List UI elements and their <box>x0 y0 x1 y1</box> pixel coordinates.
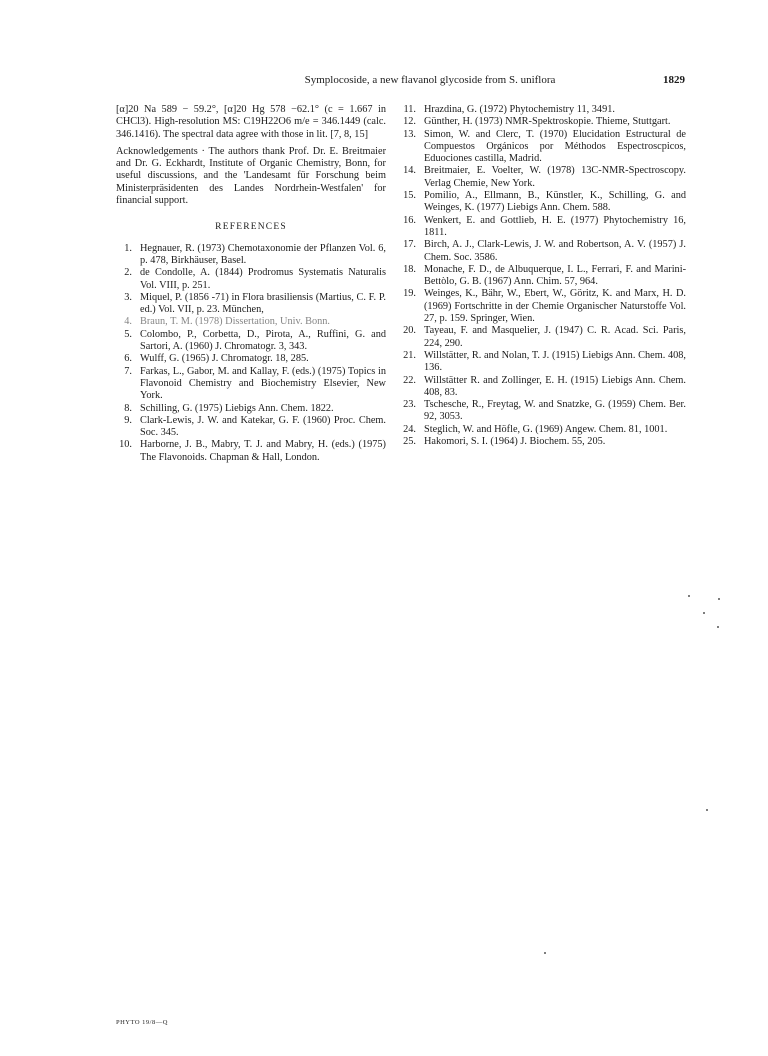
reference-number: 13. <box>403 128 416 140</box>
reference-text: Schilling, G. (1975) Liebigs Ann. Chem. 1822. <box>140 402 334 414</box>
reference-item <box>398 264 686 289</box>
reference-item <box>398 104 686 116</box>
reference-item <box>116 353 386 365</box>
references-heading: REFERENCES <box>215 222 287 233</box>
reference-text: Steglich, W. and Höfle, G. (1969) Angew. Chem. 81, 1001. <box>424 423 668 435</box>
reference-number: 24. <box>403 423 416 435</box>
scan-speck <box>718 598 720 600</box>
reference-text: Günther, H. (1973) NMR-Spektroskopie. Thieme, Stuttgart. <box>424 116 671 128</box>
reference-number: 2. <box>124 267 132 279</box>
reference-item <box>116 415 386 440</box>
reference-text: Simon, W. and Clerc, T. (1970) Elucidation Estructural de Compuestos Orgánicos por Méthodos Espectroscpicos, Eduociones castilla, Madrid. <box>424 128 686 165</box>
reference-number: 11. <box>403 104 416 115</box>
scan-speck <box>706 809 708 811</box>
page-number: 1829 <box>663 74 685 86</box>
reference-item <box>116 267 386 292</box>
reference-number: 16. <box>403 214 416 226</box>
reference-text: Farkas, L., Gabor, M. and Kallay, F. (eds.) (1975) Topics in Flavonoid Chemistry and Biochemistry Elsevier, New York. <box>140 365 386 402</box>
experimental-text: [α]20 Na 589 − 59.2°, [α]20 Hg 578 −62.1° (c = 1.667 in CHCl3). High-resolution MS: C19H22O6 m/e = 346.1449 (calc. 346.1416). The spectral data agree with those in lit. [7, 8, 15] <box>116 104 386 140</box>
reference-number: 7. <box>124 365 132 377</box>
reference-text: Hegnauer, R. (1973) Chemotaxonomie der Pflanzen Vol. 6, p. 478, Birkhäuser, Basel. <box>140 242 386 266</box>
scan-speck <box>688 595 690 597</box>
reference-item <box>116 439 386 464</box>
reference-number: 23. <box>403 399 416 411</box>
reference-item <box>398 288 686 325</box>
reference-item <box>116 292 386 317</box>
reference-text: Wulff, G. (1965) J. Chromatogr. 18, 285. <box>140 353 309 365</box>
reference-text: Tschesche, R., Freytag, W. and Snatzke, G. (1959) Chem. Ber. 92, 3053. <box>424 399 686 423</box>
reference-number: 5. <box>124 328 132 340</box>
reference-number: 14. <box>403 165 416 177</box>
reference-number: 21. <box>403 349 416 361</box>
left-column <box>116 104 386 464</box>
reference-number: 18. <box>403 263 416 275</box>
reference-number: 19. <box>403 288 416 300</box>
acknowledgements: Acknowledgements · The authors thank Prof. Dr. E. Breitmaier and Dr. G. Eckhardt, Institute of Organic Chemistry, Bonn, for useful discussions, and the 'Landesamt für Forschung beim Ministerpräsidenten des Landes Nordrhein-Westfalen' for financial support. <box>116 145 386 207</box>
reference-number: 8. <box>124 402 132 414</box>
reference-text: Hrazdina, G. (1972) Phytochemistry 11, 3491. <box>424 104 615 115</box>
reference-text: Breitmaier, E. Voelter, W. (1978) 13C-NMR-Spectroscopy. Verlag Chemie, New York. <box>424 165 686 189</box>
reference-text: Harborne, J. B., Mabry, T. J. and Mabry, H. (eds.) (1975) The Flavonoids. Chapman & Hall, London. <box>140 439 386 463</box>
reference-number: 15. <box>403 190 416 202</box>
reference-text: Weinges, K., Bähr, W., Ebert, W., Göritz, K. and Marx, H. D. (1969) Fortschritte in der Chemie Organischer Naturstoffe Vol. 27, p. 159. Springer, Wien. <box>424 288 686 325</box>
reference-text: Tayeau, F. and Masquelier, J. (1947) C. R. Acad. Sci. Paris, 224, 290. <box>424 325 686 349</box>
reference-number: 22. <box>403 374 416 386</box>
reference-number: 9. <box>124 414 132 426</box>
reference-item <box>116 316 386 328</box>
reference-item <box>116 243 386 268</box>
reference-item <box>398 165 686 190</box>
reference-number: 3. <box>124 291 132 303</box>
reference-text: Wenkert, E. and Gottlieb, H. E. (1977) Phytochemistry 16, 1811. <box>424 214 686 238</box>
reference-item <box>116 366 386 403</box>
running-title: Symplocoside, a new flavanol glycoside from S. uniflora <box>304 74 556 86</box>
reference-item <box>398 190 686 215</box>
reference-number: 12. <box>403 116 416 128</box>
reference-text: Hakomori, S. I. (1964) J. Biochem. 55, 205. <box>424 436 606 448</box>
reference-text: Willstätter, R. and Nolan, T. J. (1915) Liebigs Ann. Chem. 408, 136. <box>424 349 686 374</box>
scan-speck <box>717 626 719 628</box>
reference-number: 17. <box>403 239 416 251</box>
reference-item <box>398 436 686 448</box>
reference-number: 25. <box>403 436 416 448</box>
reference-item <box>398 399 686 424</box>
reference-text: Colombo, P., Corbetta, D., Pirota, A., Ruffini, G. and Sartori, A. (1960) J. Chromatogr. 3, 343. <box>140 328 386 353</box>
scan-speck <box>544 952 546 954</box>
reference-text: Monache, F. D., de Albuquerque, I. L., Ferrari, F. and Marini-Bettòlo, G. B. (1967) Ann. Chim. 57, 964. <box>424 263 686 288</box>
references-list-right <box>398 104 686 448</box>
references-list-left <box>116 243 386 464</box>
reference-text: Birch, A. J., Clark-Lewis, J. W. and Robertson, A. V. (1957) J. Chem. Soc. 3586. <box>424 239 686 263</box>
reference-number: 20. <box>403 325 416 337</box>
reference-text: Pomilio, A., Ellmann, B., Künstler, K., Schilling, G. and Weinges, K. (1977) Liebigs Ann. Chem. 588. <box>424 190 686 214</box>
reference-item <box>116 329 386 354</box>
reference-item <box>398 424 686 436</box>
reference-item <box>398 116 686 128</box>
reference-number: 4. <box>124 316 132 328</box>
reference-text: Braun, T. M. (1978) Dissertation, Univ. Bonn. <box>140 316 330 328</box>
footer-code: PHYTO 19/8—Q <box>116 1019 168 1026</box>
reference-text: Clark-Lewis, J. W. and Katekar, G. F. (1960) Proc. Chem. Soc. 345. <box>140 414 386 439</box>
reference-item <box>398 215 686 240</box>
reference-number: 10. <box>119 439 132 451</box>
reference-number: 1. <box>124 242 132 254</box>
reference-item <box>116 403 386 415</box>
reference-item <box>398 129 686 166</box>
reference-number: 6. <box>124 353 132 365</box>
reference-item <box>398 350 686 375</box>
reference-text: Willstätter R. and Zollinger, E. H. (1915) Liebigs Ann. Chem. 408, 83. <box>424 374 686 398</box>
reference-item <box>398 325 686 350</box>
reference-text: de Condolle, A. (1844) Prodromus Systematis Naturalis Vol. VIII, p. 251. <box>140 267 386 291</box>
right-column <box>398 104 686 448</box>
reference-text: Miquel, P. (1856 -71) in Flora brasiliensis (Martius, C. F. P. ed.) Vol. VII, p. 23. München, <box>140 291 386 316</box>
reference-item <box>398 239 686 264</box>
reference-item <box>398 375 686 400</box>
scan-speck <box>703 612 705 614</box>
